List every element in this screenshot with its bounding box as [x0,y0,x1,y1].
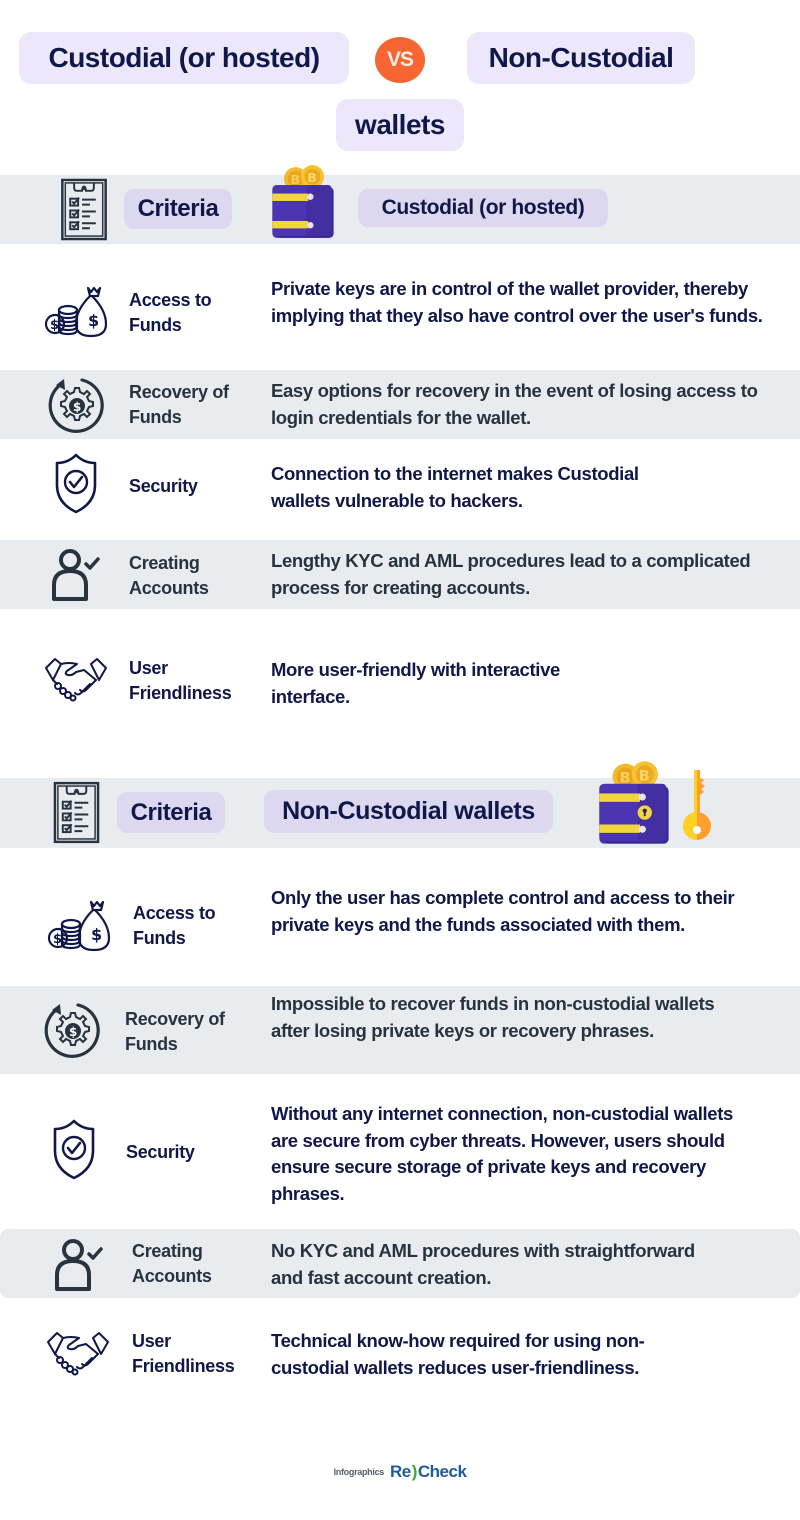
user-check-icon [51,548,105,602]
footer-prefix: Infographics [333,1467,384,1477]
footer [0,1462,800,1482]
criteria-line1: Recovery of [125,1009,225,1029]
clipboard-checklist-icon [53,781,100,844]
criteria-line2: Accounts [129,578,209,598]
handshake-icon [44,656,108,702]
criteria-header-pill [117,792,225,833]
custodial-heading-pill [358,189,608,227]
criteria-line2: Funds [133,928,186,948]
criteria-header-label: Criteria [130,798,212,826]
description: Without any internet connection, non-custodial wallets are secure from cyber threats. However, users should ensure secure storage of private keys and recovery phrases. [271,1103,733,1204]
criteria-line1: Recovery of [129,382,229,402]
criteria-label [129,474,198,499]
brand-part2: Check [417,1462,467,1481]
shield-check-icon [52,1118,96,1180]
criteria-line2: Friendliness [132,1356,235,1376]
title-second-line: wallets [355,109,445,140]
description: Private keys are in control of the wallet provider, thereby implying that they also have control over the user's funds. [271,278,763,326]
criteria-line1: User [129,658,168,678]
criteria-header-pill [124,189,232,229]
criteria-label [129,380,229,430]
criteria-label [129,288,211,338]
description: Easy options for recovery in the event of losing access to login credentials for the wallet. [271,380,758,428]
criteria-line1: Creating [129,553,200,573]
description: Technical know-how required for using non-custodial wallets reduces user-friendliness. [271,1330,645,1378]
description: Impossible to recover funds in non-custodial wallets after losing private keys or recovery phrases. [271,993,715,1041]
signal-waves-icon: ) [411,1462,417,1481]
criteria-line2: Friendliness [129,683,232,703]
criteria-line2: Funds [125,1034,178,1054]
title-left-pill [19,32,349,84]
key-icon [680,768,714,842]
criteria-label [126,1140,195,1165]
description: More user-friendly with interactive interface. [271,659,560,707]
gear-dollar-refresh-icon [46,375,106,435]
criteria-label [132,1329,234,1379]
user-check-icon [54,1238,108,1292]
criteria-label [132,1239,212,1289]
shield-check-icon [54,452,98,514]
clipboard-checklist-icon [60,178,108,241]
locked-wallet-coins-icon [594,760,674,846]
criteria-line2: Funds [129,407,182,427]
title-left: Custodial (or hosted) [48,42,320,73]
criteria-label [129,656,231,706]
criteria-header-label: Criteria [137,195,219,222]
description: No KYC and AML procedures with straightforward and fast account creation. [271,1240,695,1288]
criteria-line2: Accounts [132,1266,212,1286]
non-custodial-heading: Non-Custodial wallets [282,797,535,825]
criteria-line1: Security [126,1142,195,1162]
wallet-coins-icon [268,164,338,240]
criteria-line2: Funds [129,315,182,335]
criteria-line1: Access to [129,290,212,310]
money-bag-coins-icon [44,284,110,340]
title-right-pill [467,32,695,84]
vs-badge [375,37,425,83]
title-second-line-pill [336,99,464,151]
gear-dollar-refresh-icon [42,1000,102,1060]
criteria-label [133,901,215,951]
description: Connection to the internet makes Custodial wallets vulnerable to hackers. [271,463,639,511]
money-bag-coins-icon [47,898,113,954]
brand-part1: Re [389,1462,411,1481]
criteria-line1: Access to [133,903,216,923]
criteria-line1: Creating [132,1241,203,1261]
description: Only the user has complete control and access to their private keys and the funds associated with them. [271,887,735,935]
handshake-icon [46,1330,110,1376]
title-right: Non-Custodial [488,42,674,73]
criteria-line1: Security [129,476,198,496]
criteria-line1: User [132,1331,171,1351]
custodial-heading: Custodial (or hosted) [381,196,585,219]
recheck-logo [390,1462,466,1482]
criteria-label [129,551,209,601]
wallet-graphic [594,760,674,846]
description: Lengthy KYC and AML procedures lead to a complicated process for creating accounts. [271,550,751,598]
criteria-label [125,1007,225,1057]
non-custodial-heading-pill [264,790,553,833]
vs-label: VS [386,48,413,71]
